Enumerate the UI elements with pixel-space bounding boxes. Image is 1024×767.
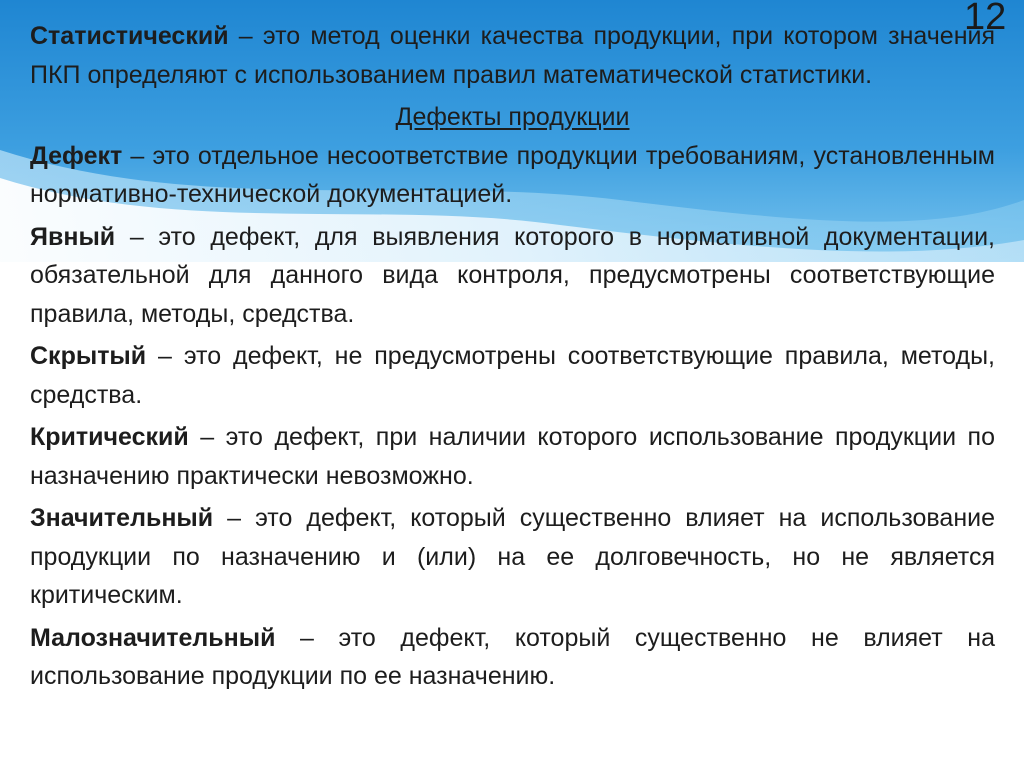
intro-paragraph: [30, 17, 995, 94]
intro-text: – это метод оценки качества продукции, при котором значения ПКП определяют с использованием правил математической статистики.: [30, 22, 995, 89]
definition-text: – это дефект, для выявления которого в нормативной документации, обязательной для данного вида контроля, предусмотрены соответствующие правила, методы, средства.: [30, 222, 995, 328]
section-heading: [30, 98, 995, 137]
intro-term: Статистический: [30, 22, 229, 50]
definition-term: Явный: [30, 222, 116, 251]
definition-explicit: [30, 218, 995, 334]
definition-hidden: [30, 337, 995, 414]
section-heading-text: Дефекты продукции: [395, 103, 630, 131]
slide-number: 12: [964, 0, 1007, 38]
definition-term: Дефект: [30, 141, 123, 170]
definition-text: – это дефект, при наличии которого использование продукции по назначению практически невозможно.: [30, 423, 995, 490]
definition-term: Малозначительный: [30, 623, 276, 652]
definition-critical: [30, 418, 995, 495]
definition-term: Скрытый: [30, 342, 147, 370]
definition-minor: [30, 619, 995, 696]
definition-defect: [30, 137, 995, 214]
definition-text: – это дефект, не предусмотрены соответствующие правила, методы, средства.: [30, 342, 995, 409]
definition-text: – это отдельное несоответствие продукции требованиям, установленным нормативно-технической документацией.: [30, 141, 995, 208]
definition-text: – это дефект, который существенно влияет на использование продукции по назначению и (или) на ее долговечность, но не является критическим.: [30, 504, 995, 609]
definition-text: – это дефект, который существенно не влияет на использование продукции по ее назначению.: [30, 623, 995, 690]
slide-content: [30, 17, 995, 700]
definition-term: Критический: [30, 423, 189, 451]
definition-term: Значительный: [30, 504, 214, 532]
definition-significant: [30, 499, 995, 615]
